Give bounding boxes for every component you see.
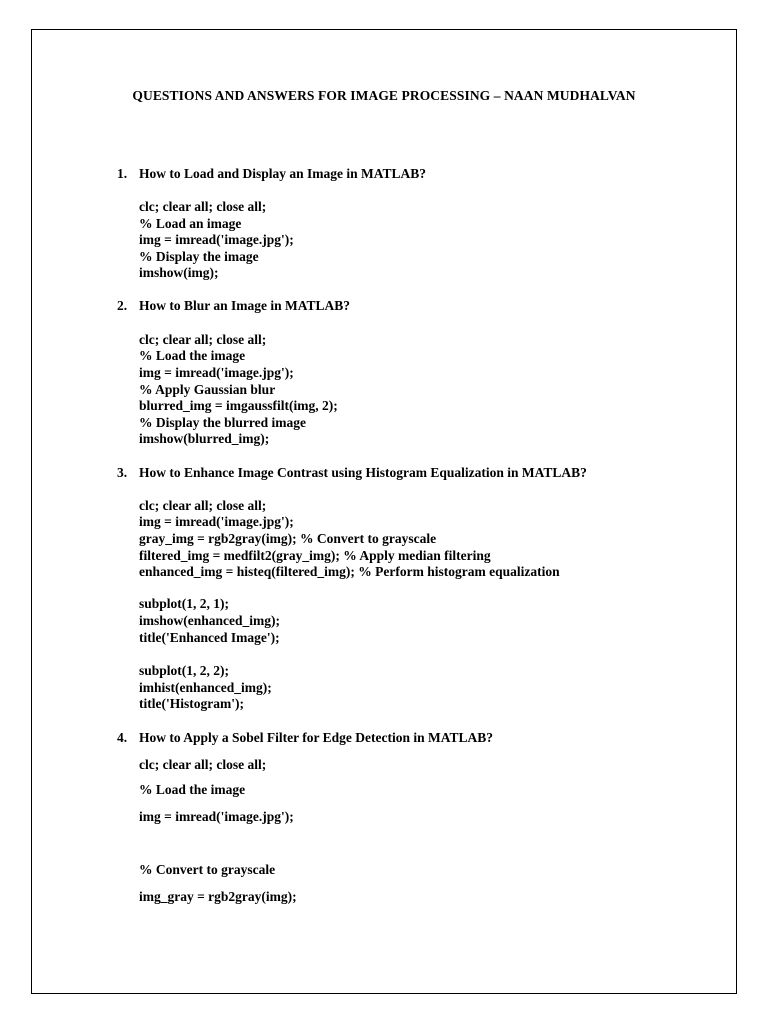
question-3-heading (117, 465, 587, 481)
code-line: img_gray = rgb2gray(img); (139, 889, 297, 904)
code-line: img = imread('image.jpg'); (139, 809, 294, 824)
question-number: 4. (117, 730, 128, 745)
code-line: img = imread('image.jpg'); (139, 232, 294, 247)
code-line: clc; clear all; close all; (139, 757, 267, 772)
code-line: imhist(enhanced_img); (139, 680, 272, 695)
question-1-heading (117, 166, 426, 182)
document-title: QUESTIONS AND ANSWERS FOR IMAGE PROCESSING – NAAN MUDHALVAN (132, 88, 636, 103)
question-text: How to Load and Display an Image in MATLAB? (139, 166, 427, 181)
code-line: % Load an image (139, 216, 242, 231)
code-line: clc; clear all; close all; (139, 199, 267, 214)
code-line: % Display the image (139, 249, 259, 264)
code-line: subplot(1, 2, 2); (139, 663, 230, 678)
code-line: img = imread('image.jpg'); (139, 365, 294, 380)
code-line: % Apply Gaussian blur (139, 382, 276, 397)
code-line: % Convert to grayscale (139, 862, 276, 877)
code-line: clc; clear all; close all; (139, 332, 267, 347)
question-number: 2. (117, 298, 128, 313)
question-text: How to Apply a Sobel Filter for Edge Detection in MATLAB? (139, 730, 493, 745)
question-number: 1. (117, 166, 128, 181)
question-2-heading (117, 298, 350, 314)
code-line: subplot(1, 2, 1); (139, 596, 230, 611)
question-text: How to Enhance Image Contrast using Histogram Equalization in MATLAB? (139, 465, 587, 480)
code-line: % Display the blurred image (139, 415, 307, 430)
code-line: imshow(blurred_img); (139, 431, 270, 446)
code-line: enhanced_img = histeq(filtered_img); % Perform histogram equalization (139, 564, 560, 579)
question-text: How to Blur an Image in MATLAB? (139, 298, 351, 313)
code-line: filtered_img = medfilt2(gray_img); % Apply median filtering (139, 548, 491, 563)
code-line: img = imread('image.jpg'); (139, 514, 294, 529)
code-line: clc; clear all; close all; (139, 498, 267, 513)
code-line: imshow(img); (139, 265, 219, 280)
code-line: title('Enhanced Image'); (139, 630, 280, 645)
code-line: blurred_img = imgaussfilt(img, 2); (139, 398, 338, 413)
question-number: 3. (117, 465, 128, 480)
code-line: % Load the image (139, 782, 246, 797)
code-line: gray_img = rgb2gray(img); % Convert to grayscale (139, 531, 437, 546)
code-line: % Load the image (139, 348, 246, 363)
question-4-heading (117, 730, 493, 746)
code-line: title('Histogram'); (139, 696, 244, 711)
code-line: imshow(enhanced_img); (139, 613, 280, 628)
